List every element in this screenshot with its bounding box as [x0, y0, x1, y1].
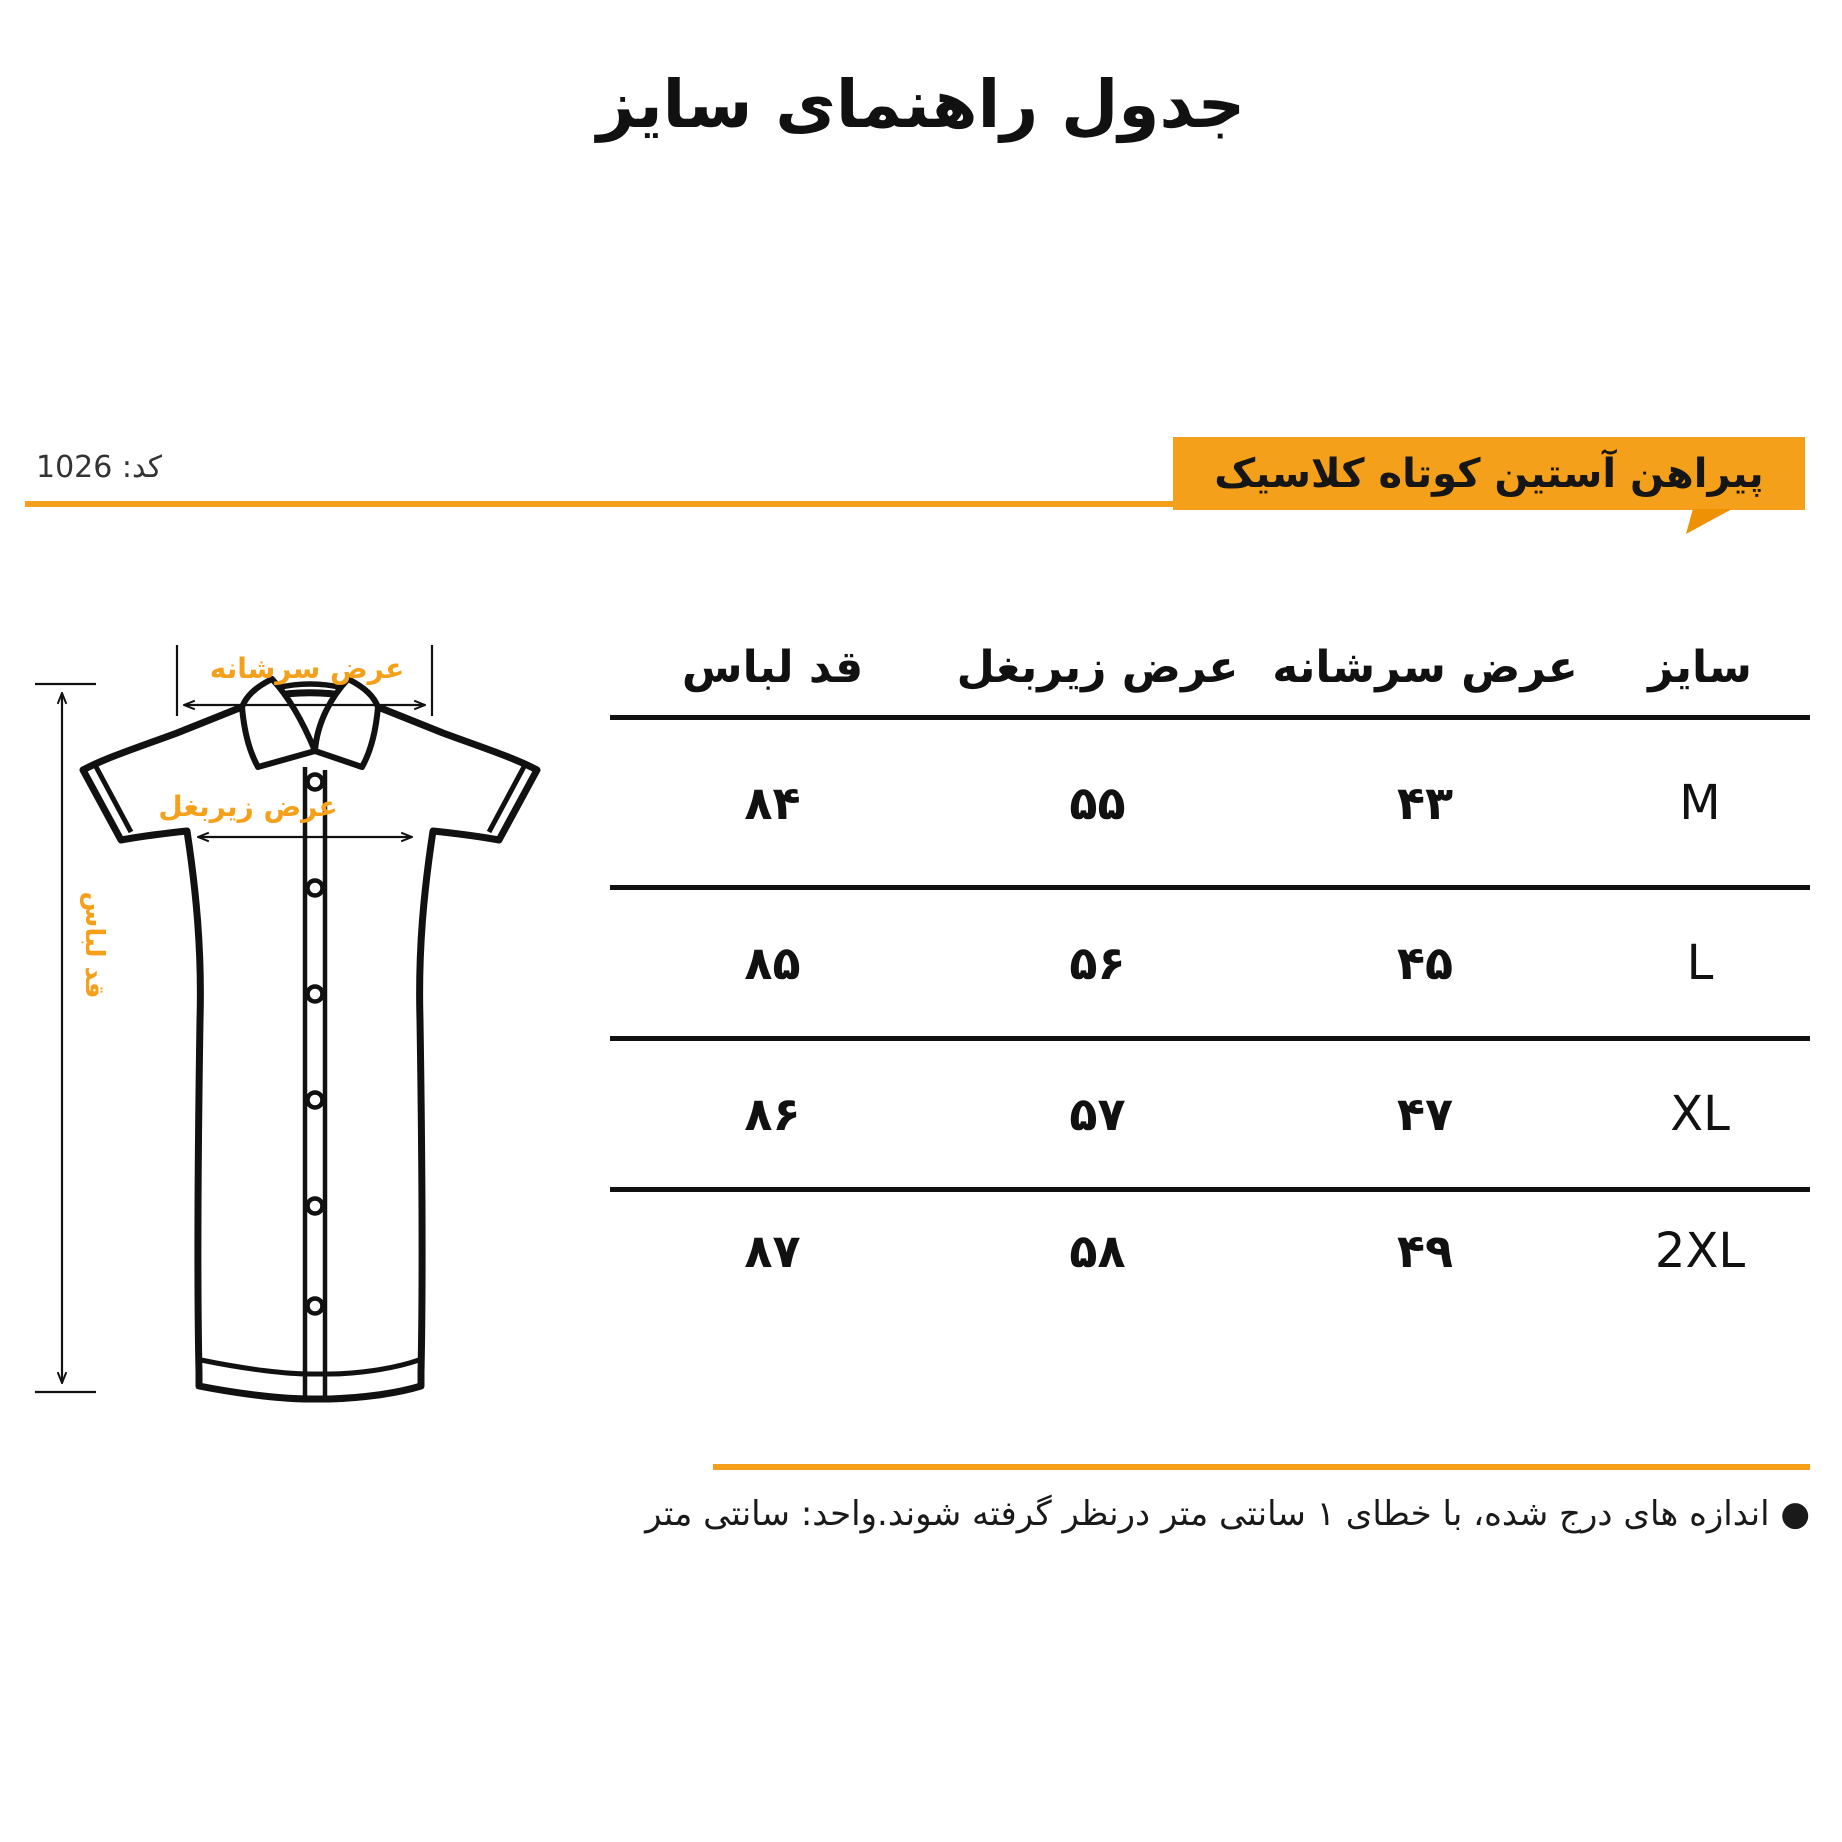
- length-value: ۸۷: [744, 1224, 801, 1278]
- underarm-value: ۵۷: [1069, 1087, 1126, 1141]
- page-title: جدول راهنمای سایز: [596, 66, 1246, 143]
- size-value: 2XL: [1654, 1223, 1746, 1279]
- shoulder-value: ۴۹: [1396, 1224, 1454, 1278]
- shirt-diagram: [20, 600, 700, 1460]
- column-header-shoulder: عرض سرشانه: [1272, 642, 1578, 693]
- table-row: [610, 715, 1810, 885]
- header-divider-line: [25, 501, 1173, 507]
- column-header-underarm: عرض زیربغل: [956, 642, 1239, 693]
- size-value: XL: [1670, 1086, 1730, 1142]
- shoulder-width-label: عرض سرشانه: [209, 652, 405, 685]
- shoulder-value: ۴۳: [1396, 775, 1454, 830]
- table-row: [610, 1187, 1810, 1310]
- column-header-length: قد لباس: [681, 642, 864, 693]
- tolerance-note: ● اندازه های درج شده، با خطای ۱ سانتی متر درنظر گرفته شوند.: [877, 1494, 1810, 1534]
- table-body: [610, 715, 1810, 1310]
- product-name-banner: پیراهن آستین کوتاه کلاسیک: [1173, 437, 1805, 510]
- table-row: [610, 1036, 1810, 1187]
- table-header-row: [610, 620, 1810, 715]
- table-row: [610, 885, 1810, 1036]
- size-value: L: [1686, 935, 1714, 991]
- length-value: ۸۵: [744, 936, 801, 990]
- unit-note: واحد: سانتی متر: [645, 1494, 878, 1534]
- underarm-width-label: عرض زیربغل: [158, 790, 338, 823]
- shoulder-value: ۴۵: [1396, 936, 1454, 990]
- size-value: M: [1679, 774, 1721, 831]
- underarm-value: ۵۵: [1069, 775, 1126, 830]
- shoulder-value: ۴۷: [1396, 1087, 1454, 1141]
- footnote: [645, 1494, 1810, 1534]
- underarm-value: ۵۶: [1069, 936, 1126, 990]
- product-code: کد: 1026: [36, 450, 163, 485]
- underarm-value: ۵۸: [1069, 1224, 1126, 1278]
- length-value: ۸۶: [744, 1087, 801, 1141]
- length-value: ۸۴: [744, 775, 801, 830]
- column-header-size: سایز: [1648, 642, 1752, 693]
- banner-tail: [1686, 509, 1732, 534]
- garment-length-label: قد لباس: [79, 891, 109, 999]
- footnote-divider-line: [713, 1464, 1810, 1470]
- size-table: [610, 620, 1810, 1310]
